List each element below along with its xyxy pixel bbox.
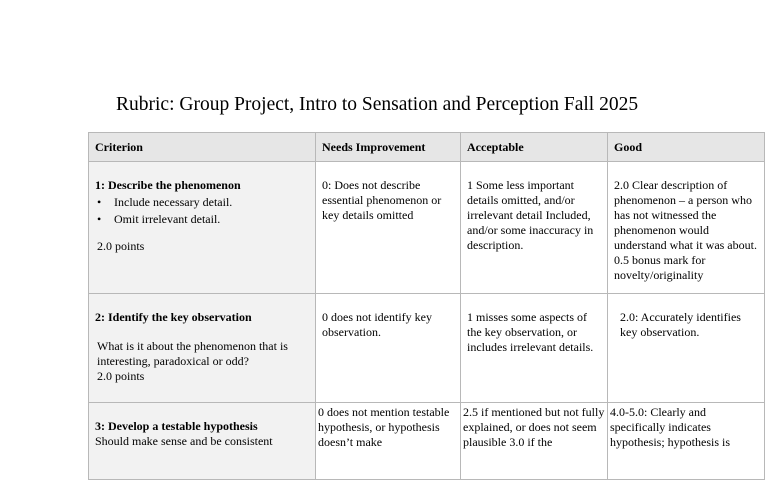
header-needs-improvement: Needs Improvement xyxy=(316,133,461,162)
table-row xyxy=(89,294,765,403)
criterion-cell xyxy=(89,162,316,294)
criterion-title: 3: Develop a testable hypothesis xyxy=(95,419,258,433)
criterion-cell xyxy=(89,403,316,480)
needs-improvement-cell: 0: Does not describe essential phenomenon or key details omitted xyxy=(316,162,461,294)
header-good: Good xyxy=(608,133,765,162)
table-header-row xyxy=(89,133,765,162)
good-cell: 2.0: Accurately identifies key observation. xyxy=(608,294,765,403)
header-criterion: Criterion xyxy=(89,133,316,162)
table-row xyxy=(89,162,765,294)
needs-improvement-cell: 0 does not identify key observation. xyxy=(316,294,461,403)
criterion-description: What is it about the phenomenon that is interesting, paradoxical or odd? xyxy=(97,339,288,368)
bullet-item: • Omit irrelevant detail. xyxy=(95,212,309,227)
good-cell: 4.0-5.0: Clearly and specifically indicates hypothesis; hypothesis is xyxy=(608,403,765,480)
header-acceptable: Acceptable xyxy=(461,133,608,162)
acceptable-cell: 1 Some less important details omitted, and/or irrelevant detail Included, and/or some inaccuracy in description. xyxy=(461,162,608,294)
criterion-points: 2.0 points xyxy=(97,369,145,383)
criterion-cell xyxy=(89,294,316,403)
good-cell: 2.0 Clear description of phenomenon – a person who has not witnessed the phenomenon would understand what it was about. 0.5 bonus mark for novelty/originality xyxy=(608,162,765,294)
acceptable-cell: 1 misses some aspects of the key observation, or includes irrelevant details. xyxy=(461,294,608,403)
criterion-description: Should make sense and be consistent xyxy=(95,434,273,448)
criterion-points: 2.0 points xyxy=(97,239,145,253)
criterion-title: 2: Identify the key observation xyxy=(95,310,252,324)
rubric-table xyxy=(88,132,765,480)
acceptable-cell: 2.5 if mentioned but not fully explained, or does not seem plausible 3.0 if the xyxy=(461,403,608,480)
criterion-title: 1: Describe the phenomenon xyxy=(95,178,241,192)
document-title: Rubric: Group Project, Intro to Sensation and Perception Fall 2025 xyxy=(116,94,639,115)
criterion-bullets xyxy=(95,195,309,227)
bullet-item: • Include necessary detail. xyxy=(95,195,309,210)
table-row xyxy=(89,403,765,480)
needs-improvement-cell: 0 does not mention testable hypothesis, or hypothesis doesn’t make xyxy=(316,403,461,480)
